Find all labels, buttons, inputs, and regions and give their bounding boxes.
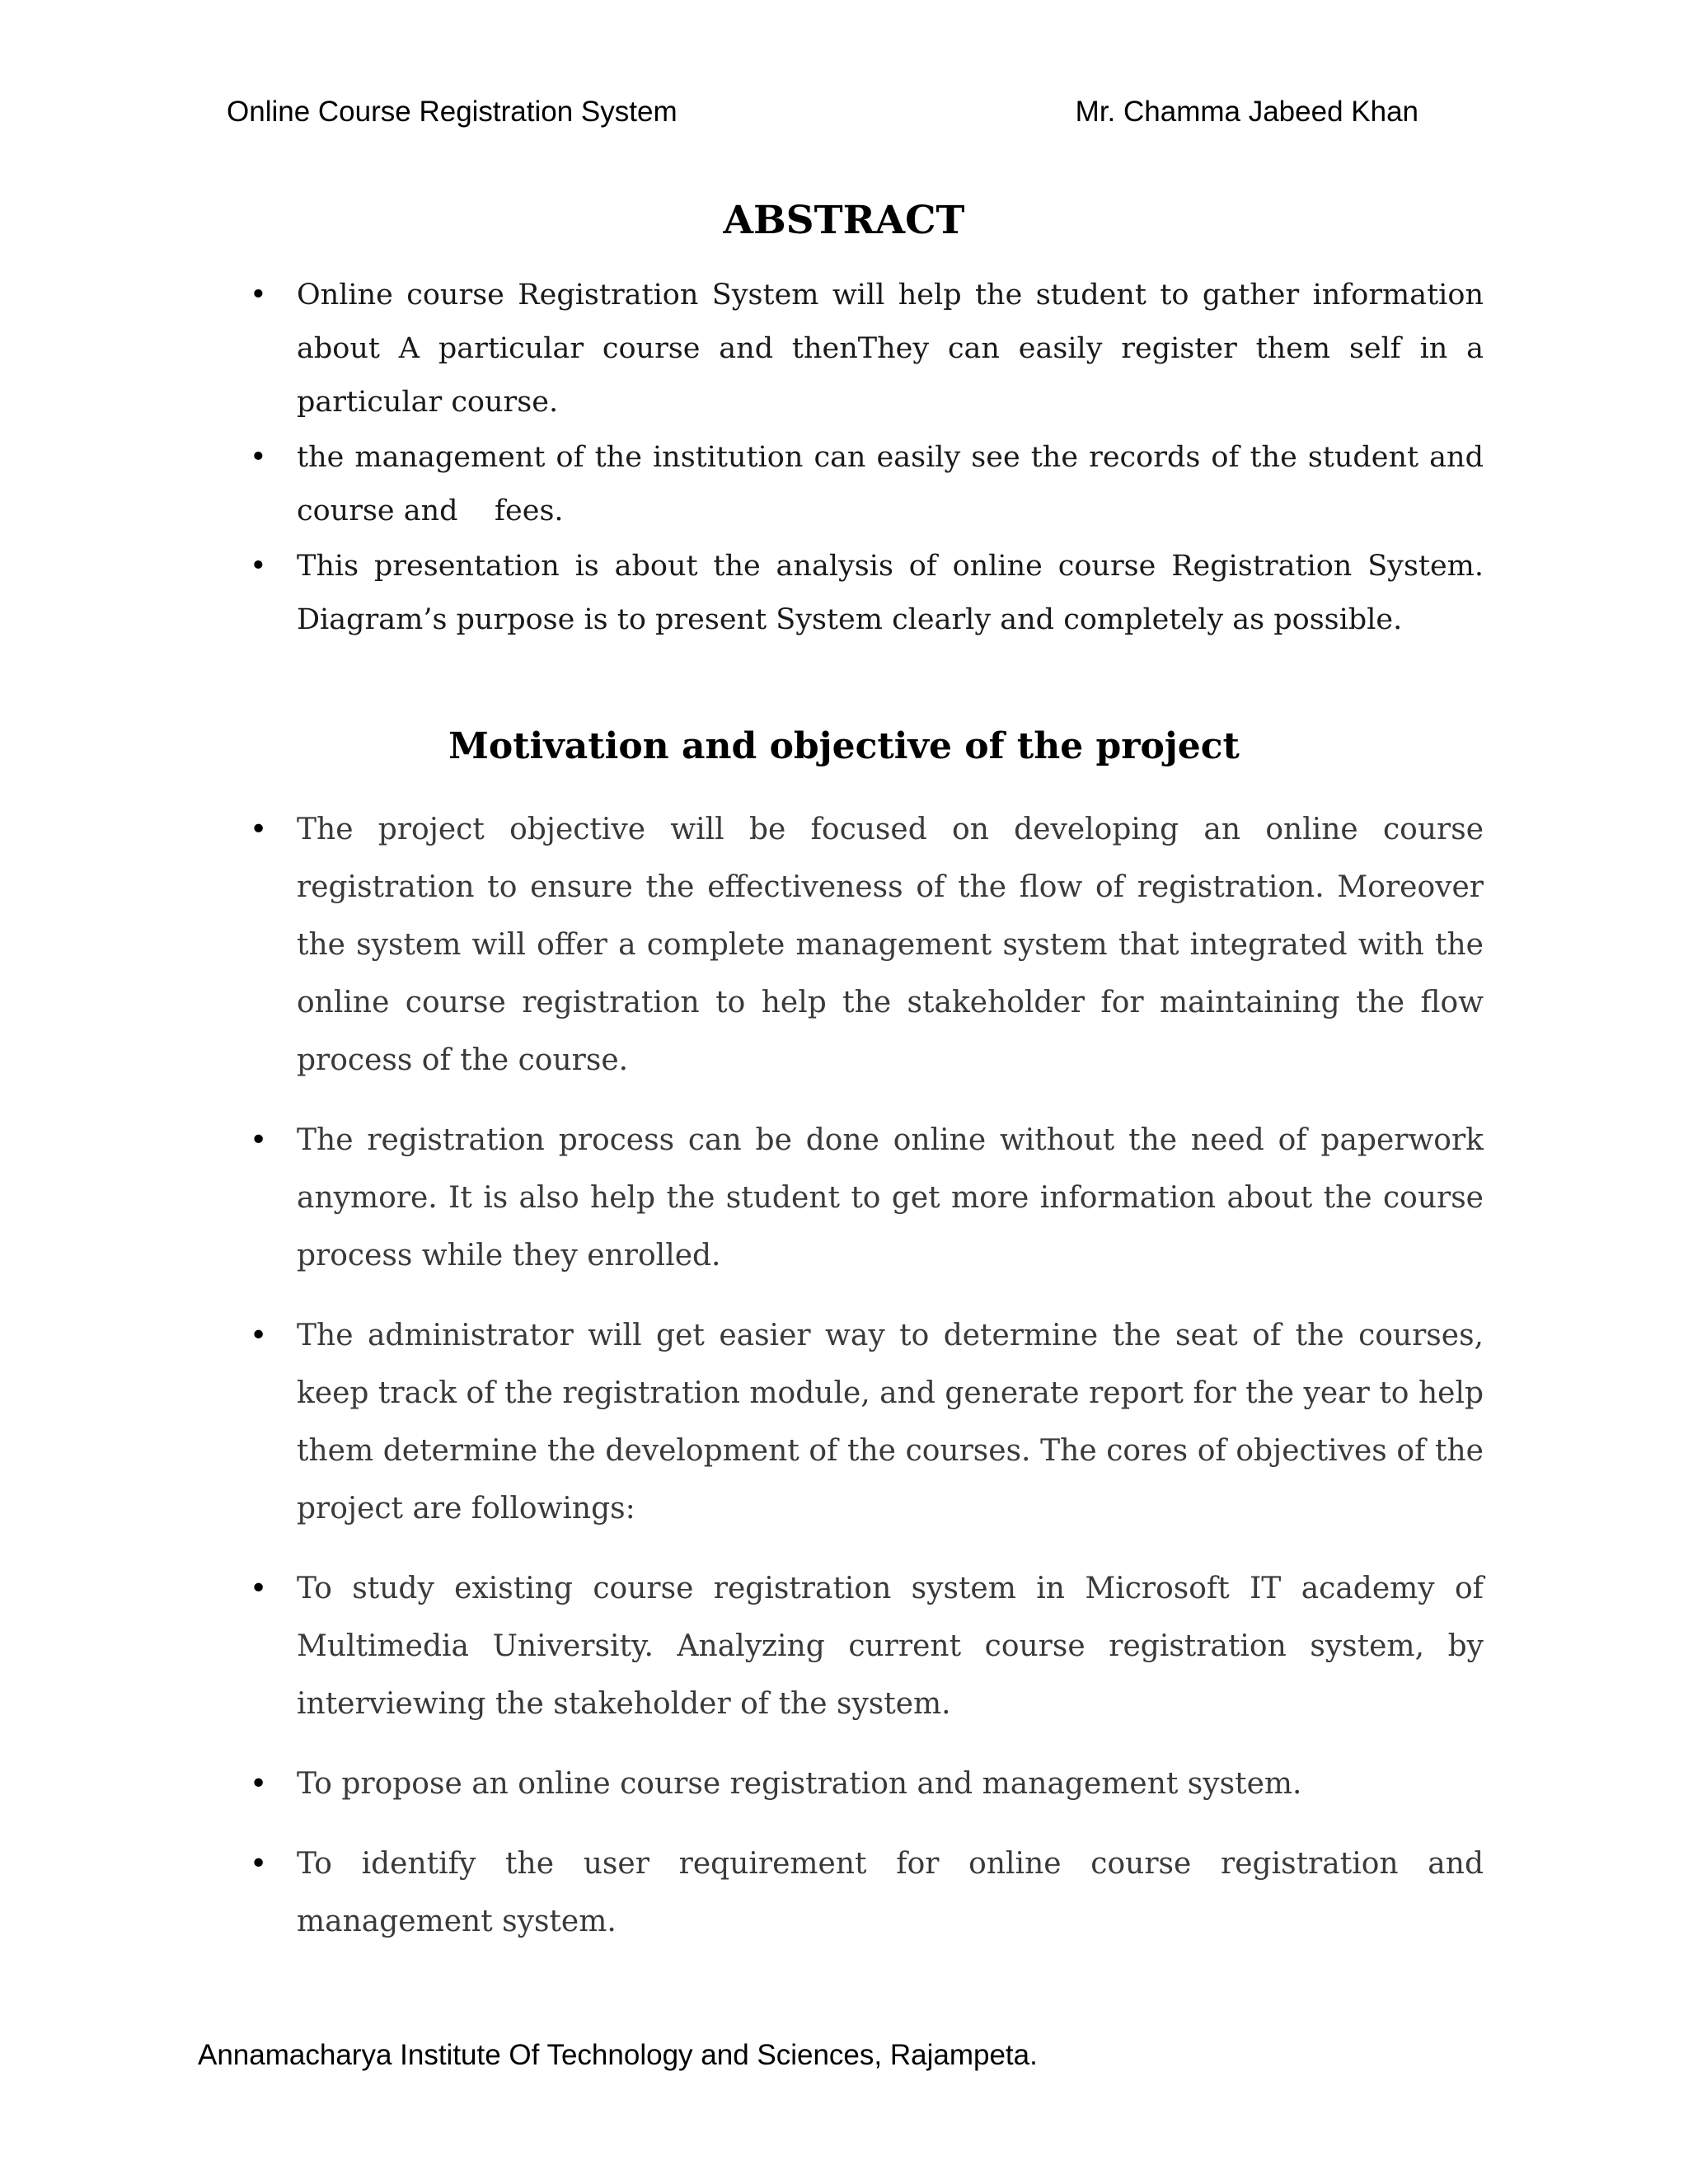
motivation-item-text: To study existing course registration system in Microsoft IT academy of Multimedia University. Analyzing current course registration system, by interviewing the stakeholder of the system.	[297, 1572, 1484, 1721]
motivation-item	[250, 1112, 1484, 1285]
bullet-icon: •	[250, 1572, 268, 1605]
abstract-item-text: This presentation is about the analysis of online course Registration System. Diagram’s purpose is to present System clearly and completely as possible.	[297, 550, 1484, 636]
bullet-icon: •	[250, 279, 267, 312]
header-author-name: Mr. Chamma Jabeed Khan	[1075, 96, 1418, 128]
motivation-item	[250, 1560, 1484, 1733]
bullet-icon: •	[250, 550, 267, 583]
bullet-icon: •	[250, 813, 268, 846]
motivation-item-text: To propose an online course registration and management system.	[297, 1767, 1302, 1801]
footer-institution: Annamacharya Institute Of Technology and Sciences, Rajampeta.	[198, 2039, 1038, 2071]
motivation-item-text: The project objective will be focused on developing an online course registration to ensure the effectiveness of the flow of registration. Moreover the system will offer a complete management system that integrated with the online course registration to help the stakeholder for maintaining the flow process of the course.	[297, 813, 1484, 1077]
abstract-item	[250, 540, 1484, 647]
motivation-item	[250, 1755, 1484, 1813]
abstract-heading: ABSTRACT	[723, 198, 965, 243]
bullet-icon: •	[250, 1847, 268, 1881]
header-document-title: Online Course Registration System	[227, 96, 678, 128]
motivation-item-text: The registration process can be done online without the need of paperwork anymore. It is also help the student to get more information about the course process while they enrolled.	[297, 1123, 1484, 1272]
abstract-item-text: Online course Registration System will help the student to gather information about A particular course and thenThey can easily register them self in a particular course.	[297, 279, 1484, 419]
bullet-icon: •	[250, 441, 267, 474]
abstract-item	[250, 269, 1484, 429]
motivation-item-text: To identify the user requirement for online course registration and management system.	[297, 1847, 1484, 1938]
motivation-item-text: The administrator will get easier way to determine the seat of the courses, keep track of the registration module, and generate report for the year to help them determine the development of the courses. The cores of objectives of the project are followings:	[297, 1319, 1484, 1526]
motivation-heading: Motivation and objective of the project	[448, 725, 1240, 767]
motivation-item	[250, 801, 1484, 1090]
abstract-list	[250, 269, 1493, 649]
bullet-icon: •	[250, 1767, 268, 1801]
abstract-item-text: the management of the institution can easily see the records of the student and course and fees.	[297, 441, 1493, 527]
bullet-icon: •	[250, 1123, 268, 1157]
motivation-list	[250, 801, 1484, 1973]
motivation-item	[250, 1307, 1484, 1538]
abstract-item	[250, 431, 1493, 538]
motivation-item	[250, 1835, 1484, 1951]
bullet-icon: •	[250, 1319, 268, 1352]
